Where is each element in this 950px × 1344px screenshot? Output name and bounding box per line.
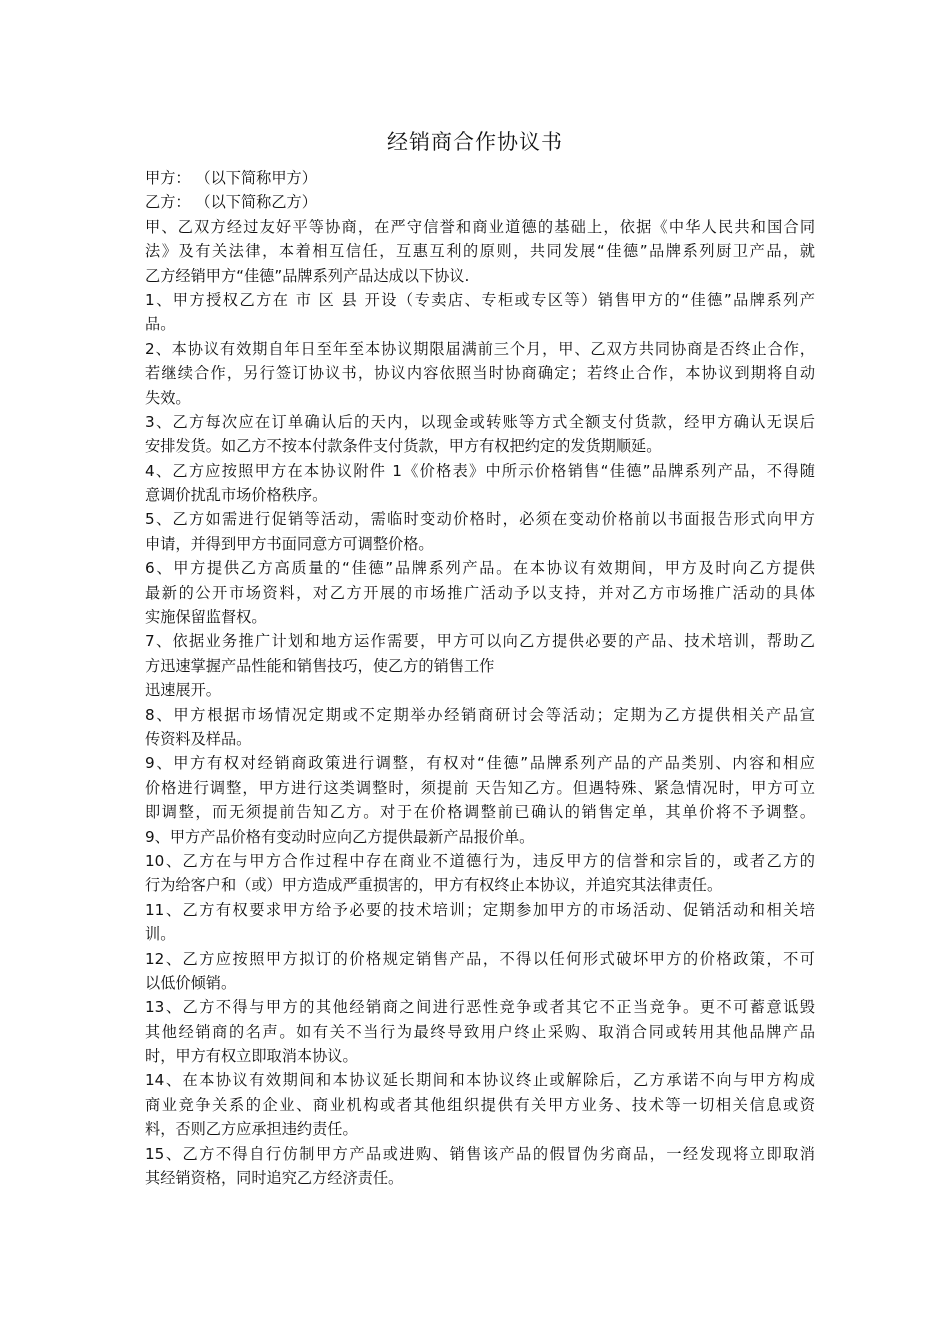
body-line: 其经销资格，同时追究乙方经济责任。	[145, 1169, 404, 1188]
body-line: 方迅速掌握产品性能和销售技巧，使乙方的销售工作	[145, 656, 495, 675]
body-line: 9、甲方有权对经销商政策进行调整，有权对“佳德”品牌系列产品的产品类别、内容和相应	[145, 754, 815, 773]
body-line: 最新的公开市场资料，对乙方开展的市场推广活动予以支持，并对乙方市场推广活动的具体	[145, 583, 815, 602]
body-line: 申请，并得到甲方书面同意方可调整价格。	[145, 534, 434, 553]
agreement-body	[145, 166, 815, 1190]
body-line: 价格进行调整，甲方进行这类调整时，须提前 天告知乙方。但遇特殊、紧急情况时，甲方可立	[145, 778, 815, 797]
body-line: 3、乙方每次应在订单确认后的天内，以现金或转账等方式全额支付货款，经甲方确认无误后	[145, 412, 815, 431]
body-line: 料，否则乙方应承担违约责任。	[145, 1120, 358, 1139]
document-title: 经销商合作协议书	[387, 130, 563, 154]
body-line: 行为给客户和（或）甲方造成严重损害的，甲方有权终止本协议，并追究其法律责任。	[145, 876, 723, 895]
body-line: 10、乙方在与甲方合作过程中存在商业不道德行为，违反甲方的信誉和宗旨的，或者乙方的	[145, 851, 815, 870]
body-line: 11、乙方有权要求甲方给予必要的技术培训；定期参加甲方的市场活动、促销活动和相关培	[145, 900, 815, 919]
body-line: 传资料及样品。	[145, 729, 252, 748]
body-line: 若继续合作，另行签订协议书，协议内容依照当时协商确定；若终止合作，本协议到期将自动	[145, 364, 815, 383]
body-line: 意调价扰乱市场价格秩序。	[145, 486, 328, 505]
body-line: 4、乙方应按照甲方在本协议附件 1《价格表》中所示价格销售“佳德”品牌系列产品，不得随	[145, 461, 815, 480]
body-line: 13、乙方不得与甲方的其他经销商之间进行恶性竞争或者其它不正当竞争。更不可蓄意诋毁	[145, 998, 815, 1017]
body-line: 乙方： （以下简称乙方）	[145, 193, 317, 212]
body-line: 迅速展开。	[145, 681, 221, 700]
body-line: 14、在本协议有效期间和本协议延长期间和本协议终止或解除后，乙方承诺不向与甲方构成	[145, 1071, 815, 1090]
body-line: 6、甲方提供乙方高质量的“佳德”品牌系列产品。在本协议有效期间，甲方及时向乙方提供	[145, 559, 815, 578]
body-line: 以低价倾销。	[145, 973, 237, 992]
body-line: 2、本协议有效期自年日至年至本协议期限届满前三个月，甲、乙双方共同协商是否终止合作，	[145, 339, 815, 358]
body-line: 商业竞争关系的企业、商业机构或者其他组织提供有关甲方业务、技术等一切相关信息或资	[145, 1095, 815, 1114]
body-line: 法》及有关法律，本着相互信任，互惠互利的原则，共同发展“佳德”品牌系列厨卫产品，就	[145, 242, 815, 261]
body-line: 安排发货。如乙方不按本付款条件支付货款，甲方有权把约定的发货期顺延。	[145, 437, 662, 456]
body-line: 品。	[145, 315, 176, 334]
body-line: 5、乙方如需进行促销等活动，需临时变动价格时，必须在变动价格前以书面报告形式向甲方	[145, 510, 815, 529]
body-line: 甲方： （以下简称甲方）	[145, 169, 317, 187]
body-line: 时，甲方有权立即取消本协议。	[145, 1047, 358, 1066]
body-line: 实施保留监督权。	[145, 608, 267, 627]
body-line: 乙方经销甲方“佳德”品牌系列产品达成以下协议.	[145, 266, 470, 285]
body-line: 1、甲方授权乙方在 市 区 县 开设（专卖店、专柜或专区等）销售甲方的“佳德”品牌系列产	[145, 290, 815, 309]
body-line: 即调整，而无须提前告知乙方。对于在价格调整前已确认的销售定单，其单价将不予调整。	[145, 803, 815, 822]
body-line: 7、依据业务推广计划和地方运作需要，甲方可以向乙方提供必要的产品、技术培训，帮助乙	[145, 632, 815, 651]
body-line: 12、乙方应按照甲方拟订的价格规定销售产品，不得以任何形式破坏甲方的价格政策，不可	[145, 949, 815, 968]
body-line: 失效。	[145, 388, 191, 407]
body-line: 其他经销商的名声。如有关不当行为最终导致用户终止采购、取消合同或转用其他品牌产品	[145, 1022, 815, 1041]
body-line: 训。	[145, 925, 176, 944]
body-line: 15、乙方不得自行仿制甲方产品或进购、销售该产品的假冒伪劣商品，一经发现将立即取消	[145, 1144, 815, 1163]
body-line: 9、甲方产品价格有变动时应向乙方提供最新产品报价单。	[145, 827, 535, 846]
body-line: 甲、乙双方经过友好平等协商，在严守信誉和商业道德的基础上，依据《中华人民共和国合同	[145, 217, 815, 236]
body-line: 8、甲方根据市场情况定期或不定期举办经销商研讨会等活动；定期为乙方提供相关产品宣	[145, 705, 815, 724]
